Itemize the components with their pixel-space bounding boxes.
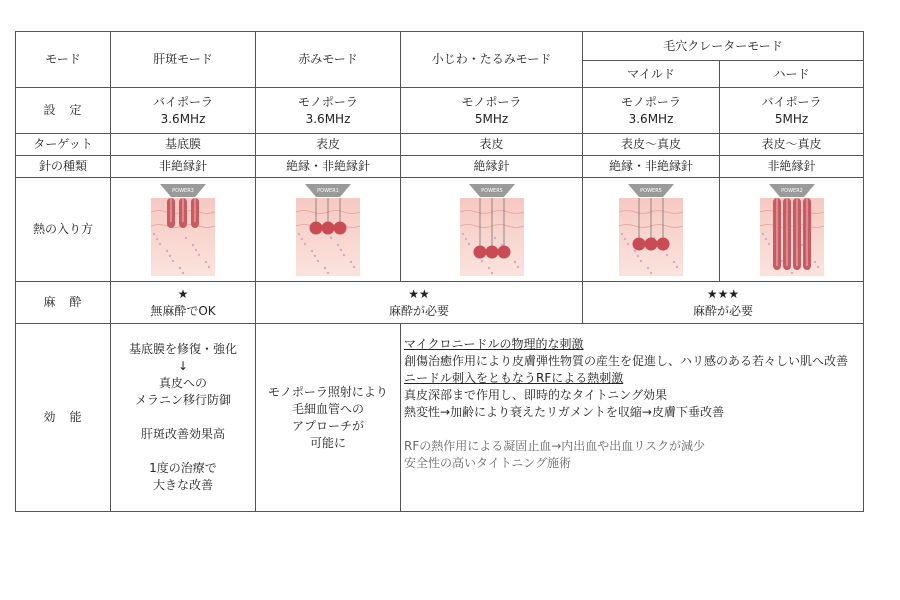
heat-diagram-pore-hard [755,182,829,278]
heat-diagram-wrinkle [455,182,529,278]
heat-zone [310,221,323,234]
header-hard: ハード [720,61,864,88]
row-label-anesthesia: 麻 酔 [16,282,111,324]
heat-zone [497,245,510,258]
row-label-settings: 設 定 [16,88,111,134]
needle-cell: 非絶縁針 [111,156,256,178]
heat-diagram-cell [111,178,256,282]
heat-zone [657,237,670,250]
row-label-effect: 効 能 [16,324,111,512]
anesthesia-stars: ★ [177,286,189,301]
header-mild: マイルド [583,61,720,88]
setting-cell: バイポーラ 3.6MHz [111,88,256,134]
heat-diagram-cell [583,178,720,282]
row-label-needle: 針の種類 [16,156,111,178]
heat-diagram-cell [401,178,583,282]
heat-zone [485,245,498,258]
heat-diagram-cell [720,178,864,282]
setting-cell: モノポーラ 3.6MHz [256,88,401,134]
effect-heading-physical: マイクロニードルの物理的な刺激 [404,337,584,351]
row-label-heat: 熱の入り方 [16,178,111,282]
target-cell: 表皮〜真皮 [720,134,864,156]
effect-redness: モノポーラ照射により 毛細血管への アプローチが 可能に [256,324,401,512]
heat-zone [322,221,335,234]
anesthesia-cell: ★ 無麻酔でOK [111,282,256,324]
heat-diagram-pore-mild [614,182,688,278]
skin-block [760,198,824,276]
heat-zone [633,237,646,250]
anesthesia-cell: ★★ 麻酔が必要 [256,282,583,324]
power-label: POWER1 [317,187,339,194]
heat-zone [645,237,658,250]
header-redness-mode: 赤みモード [256,32,401,88]
power-label: POWER5 [480,187,503,194]
header-mode: モード [16,32,111,88]
effect-rf: マイクロニードルの物理的な刺激 創傷治癒作用により皮膚弾性物質の産生を促進し、ハリ感のある若々しい肌へ改善 ニードル刺入をともなうRFによる熱刺激 真皮深部まで作用し、即時的なタイトニング効果 熱変性→加齢により衰えたリガメントを収縮→皮膚下垂改善 RFの熱作用による凝固止血→内出血や出血リスクが減少 安全性の高いタイトニング施術 [401,324,864,512]
header-wrinkle-mode: 小じわ・たるみモード [401,32,583,88]
heat-diagram-redness [291,182,365,278]
setting-cell: モノポーラ 3.6MHz [583,88,720,134]
setting-cell: バイポーラ 5MHz [720,88,864,134]
target-cell: 表皮 [401,134,583,156]
header-pore-mode: 毛穴クレーターモード [583,32,864,61]
target-cell: 基底膜 [111,134,256,156]
anesthesia-stars: ★★★ [706,286,740,301]
effect-liver-spot: 基底膜を修復・強化 ↓ 真皮への メラニン移行防御 肝斑改善効果高 1度の治療で 大きな改善 [111,324,256,512]
needle-cell: 絶縁針 [401,156,583,178]
heat-diagram-liver-spot [146,182,220,278]
treatment-mode-table [15,31,864,512]
target-cell: 表皮 [256,134,401,156]
setting-cell: モノポーラ 5MHz [401,88,583,134]
power-label: POWER3 [172,187,194,194]
heat-diagram-cell [256,178,401,282]
power-label: POWER2 [780,187,803,194]
needle-cell: 絶縁・非絶縁針 [583,156,720,178]
needle-cell: 絶縁・非絶縁針 [256,156,401,178]
row-label-target: ターゲット [16,134,111,156]
needle-cell: 非絶縁針 [720,156,864,178]
heat-zone [473,245,486,258]
power-label: POWER5 [640,187,662,194]
target-cell: 表皮〜真皮 [583,134,720,156]
heat-zone [334,221,347,234]
effect-heading-thermal: ニードル刺入をともなうRFによる熱刺激 [404,371,624,385]
anesthesia-cell: ★★★ 麻酔が必要 [583,282,864,324]
anesthesia-stars: ★★ [408,286,430,301]
header-liver-spot-mode: 肝斑モード [111,32,256,88]
